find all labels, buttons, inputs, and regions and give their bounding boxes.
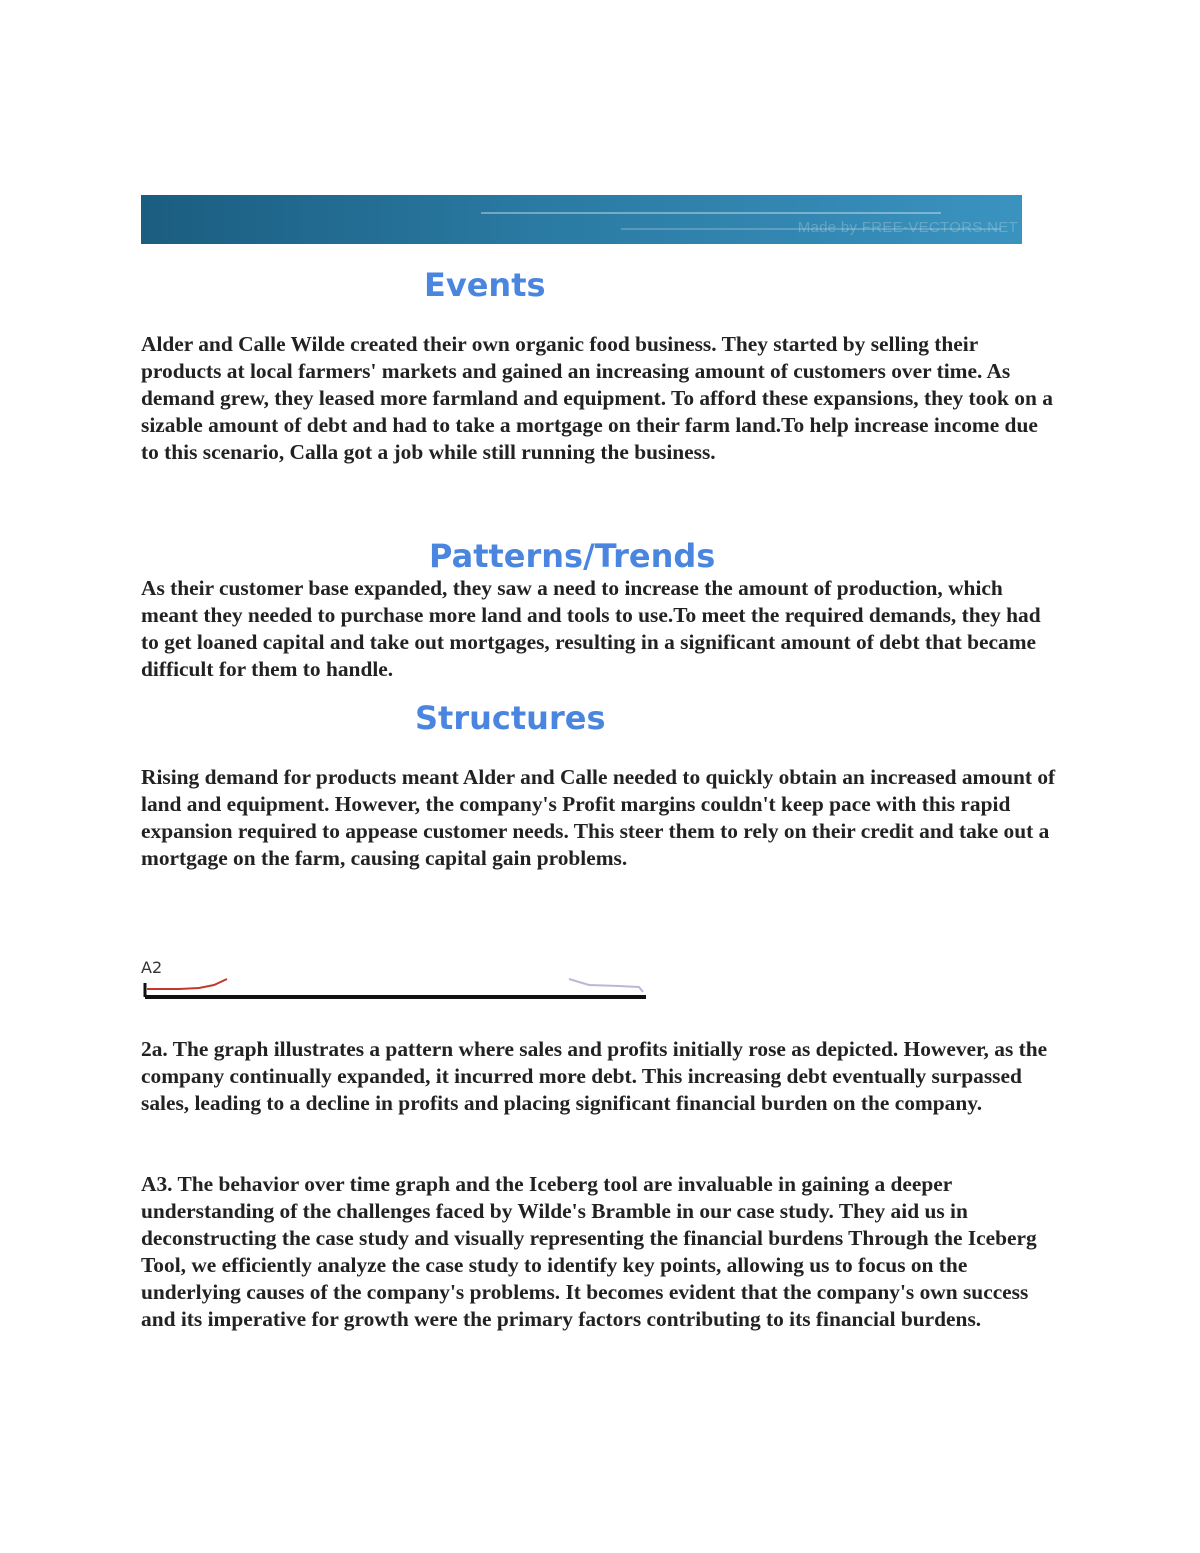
patterns-paragraph: As their customer base expanded, they saw a need to increase the amount of production, which meant they needed to purchase more land and tools to use.To meet the required demands, they had to get loaned capital and take out mortgages, resulting in a significant amount of debt that became difficult for them to handle. bbox=[141, 576, 1041, 681]
graph-label: A2 bbox=[141, 958, 163, 977]
behavior-over-time-graph bbox=[139, 955, 651, 1005]
header-banner bbox=[141, 195, 1022, 244]
graph-rising-line bbox=[147, 979, 227, 989]
graph-faint-line bbox=[569, 979, 643, 992]
banner-watermark: Made by FREE-VECTORS.NET bbox=[797, 219, 1018, 236]
answer-a3-paragraph: A3. The behavior over time graph and the Iceberg tool are invaluable in gaining a deeper understanding of the challenges faced by Wilde's Bramble in our case study. They aid us in deconstructing the case study and visually representing the financial burdens Through the Iceberg Tool, we efficiently analyze the case study to identify key points, allowing us to focus on the underlying causes of the company's problems. It becomes evident that the company's own success and its imperative for growth were the primary factors contributing to its financial burdens. bbox=[141, 1172, 1037, 1331]
banner-streak bbox=[481, 212, 941, 214]
structures-paragraph: Rising demand for products meant Alder and Calle needed to quickly obtain an increased amount of land and equipment. However, the company's Profit margins couldn't keep pace with this rapid expansion required to appease customer needs. This steer them to rely on their credit and take out a mortgage on the farm, causing capital gain problems. bbox=[141, 765, 1056, 870]
answer-2a-paragraph: 2a. The graph illustrates a pattern where sales and profits initially rose as depicted. However, as the company continually expanded, it incurred more debt. This increasing debt eventually surpassed sales, leading to a decline in profits and placing significant financial burden on the company. bbox=[141, 1037, 1048, 1115]
events-heading: Events bbox=[424, 266, 546, 304]
structures-heading: Structures bbox=[415, 699, 606, 737]
events-paragraph: Alder and Calle Wilde created their own organic food business. They started by selling their products at local farmers' markets and gained an increasing amount of customers over time. As demand grew, they leased more farmland and equipment. To afford these expansions, they took on a sizable amount of debt and had to take a mortgage on their farm land.To help increase income due to this scenario, Calla got a job while still running the business. bbox=[141, 332, 1053, 464]
patterns-heading: Patterns/Trends bbox=[429, 537, 716, 575]
